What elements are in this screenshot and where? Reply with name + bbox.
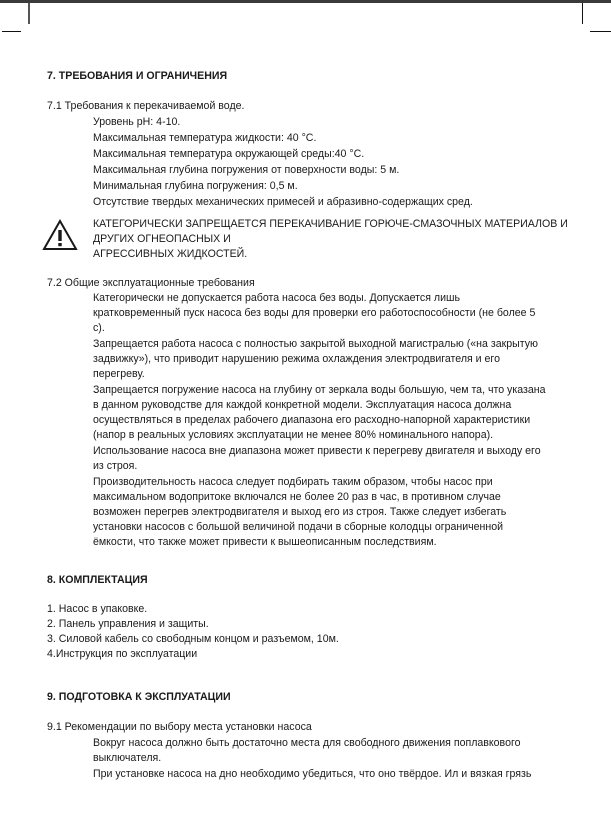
subsection-9-1-title: 9.1 Рекомендации по выбору места установки насоса	[47, 721, 312, 733]
subsection-7-1-title: 7.1 Требования к перекачиваемой воде.	[47, 100, 245, 112]
requirement-item: Максимальная температура окружающей среды:40 °С.	[93, 148, 365, 160]
paragraph-line: Использование насоса вне диапазона может привести к перегреву двигателя и выходу его	[93, 445, 541, 457]
paragraph-line: выключателя.	[93, 752, 162, 764]
warning-text-line: КАТЕГОРИЧЕСКИ ЗАПРЕЩАЕТСЯ ПЕРЕКАЧИВАНИЕ ГОРЮЧЕ-СМАЗОЧНЫХ МАТЕРИАЛОВ И	[93, 218, 568, 230]
warning-text-line: ДРУГИХ ОГНЕОПАСНЫХ И	[93, 233, 231, 245]
requirement-item: Отсутствие твердых механических примесей и абразивно-содержащих сред.	[93, 196, 473, 208]
paragraph-line: максимальном водопритоке включался не более 20 раз в час, в противном случае	[93, 491, 501, 503]
package-item: 1. Насос в упаковке.	[47, 603, 148, 615]
paragraph-line: Категорически не допускается работа насоса без воды. Допускается лишь	[93, 292, 461, 304]
paragraph-line: Вокруг насоса должно быть достаточно места для свободного движения поплавкового	[93, 737, 521, 749]
paragraph-line: осуществляться в пределах рабочего диапазона его расходно-напорной характеристики	[93, 414, 531, 426]
requirement-item: Максимальная глубина погружения от поверхности воды: 5 м.	[93, 164, 400, 176]
section-9-heading: 9. ПОДГОТОВКА К ЭКСПЛУАТАЦИИ	[47, 691, 231, 703]
paragraph-line: установки насосов с большой величиной подачи в сборные колодцы ограниченной	[93, 521, 504, 533]
paragraph-line: Производительность насоса следует подбирать таким образом, чтобы насос при	[93, 476, 493, 488]
viewer-top-band	[0, 0, 611, 3]
paragraph-line: из строя.	[93, 460, 138, 472]
requirement-item: Максимальная температура жидкости: 40 °С.	[93, 132, 317, 144]
crop-mark-top-right-horizontal	[590, 31, 611, 32]
paragraph-line: Запрещается работа насоса с полностью закрытой выходной магистралью («на закрытую	[93, 338, 538, 350]
requirement-item: Минимальная глубина погружения: 0,5 м.	[93, 180, 298, 192]
package-item: 2. Панель управления и защиты.	[47, 618, 209, 630]
crop-mark-top-right-vertical	[582, 3, 583, 24]
paragraph-line: в данном руководстве для каждой конкретной модели. Эксплуатация насоса должна	[93, 399, 512, 411]
paragraph-line: возможен перегрев электродвигателя и выход его из строя. Также следует избегать	[93, 506, 507, 518]
crop-mark-top-left-vertical	[28, 3, 30, 24]
requirement-item: Уровень pH: 4-10.	[93, 116, 181, 128]
warning-text-line: АГРЕССИВНЫХ ЖИДКОСТЕЙ.	[93, 248, 248, 260]
paragraph-line: ёмкости, что также может привести к вышеописанным последствиям.	[93, 536, 437, 548]
paragraph-line: кратковременный пуск насоса без воды для проверки его работоспособности (не более 5	[93, 307, 536, 319]
section-8-heading: 8. КОМПЛЕКТАЦИЯ	[47, 574, 148, 586]
package-item: 3. Силовой кабель со свободным концом и разъемом, 10м.	[47, 633, 339, 645]
paragraph-line: При установке насоса на дно необходимо убедиться, что оно твёрдое. Ил и вязкая грязь	[93, 768, 532, 780]
paragraph-line: задвижку»), что приводит нарушению режима охлаждения электродвигателя и его	[93, 353, 500, 365]
warning-triangle-icon	[42, 219, 78, 251]
package-item: 4.Инструкция по эксплуатации	[47, 648, 198, 660]
section-7-heading: 7. ТРЕБОВАНИЯ И ОГРАНИЧЕНИЯ	[47, 70, 228, 82]
paragraph-line: (напор в реальных условиях эксплуатации не менее 80% номинального напора).	[93, 429, 494, 441]
paragraph-line: с).	[93, 322, 105, 334]
paragraph-line: перегреву.	[93, 368, 145, 380]
crop-mark-top-left-horizontal	[2, 31, 21, 32]
paragraph-line: Запрещается погружение насоса на глубину от зеркала воды большую, чем та, что указана	[93, 384, 546, 396]
subsection-7-2-title: 7.2 Общие эксплуатационные требования	[47, 277, 255, 289]
